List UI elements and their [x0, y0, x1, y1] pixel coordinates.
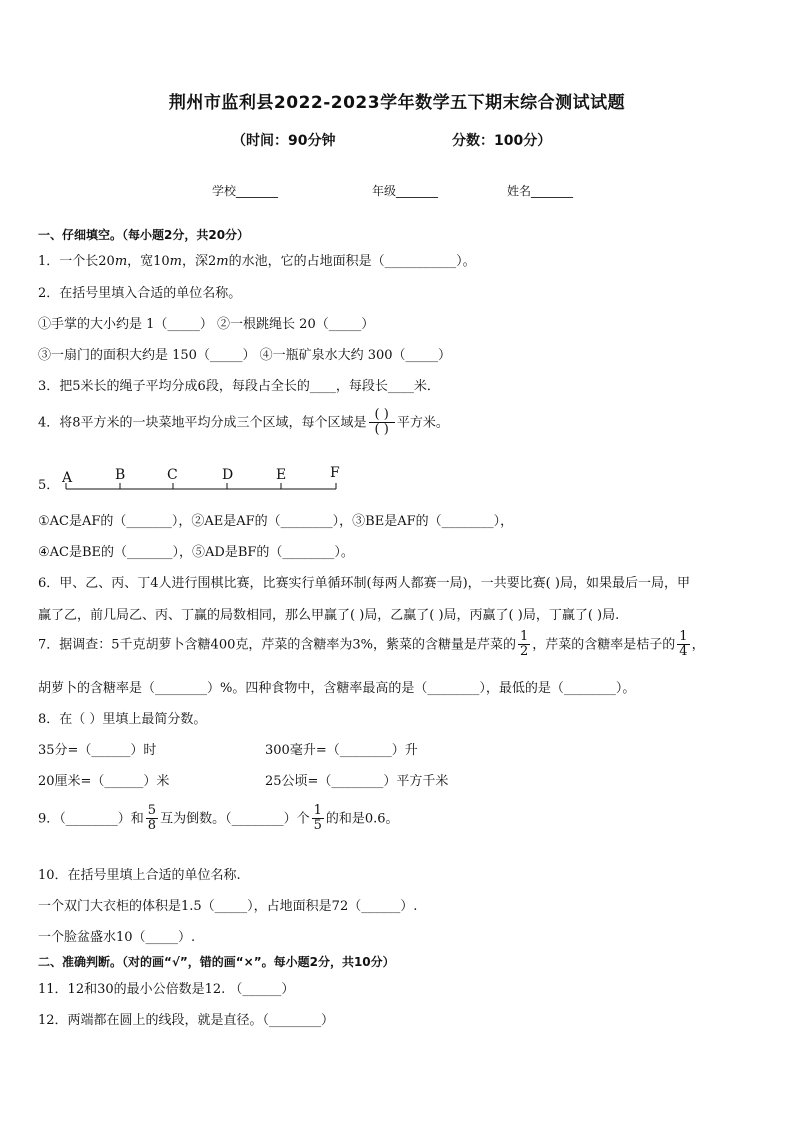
point-e-label: E: [276, 467, 287, 483]
fraction-numerator: 1: [313, 803, 322, 818]
question-4-text: 4．将8平方米的一块菜地平均分成三个区域，每个区域是: [38, 415, 367, 431]
fraction-one-half: [518, 630, 530, 660]
question-5-part-b: ④AC是BE的（_______），⑤AD是BF的（________）。: [38, 545, 354, 560]
question-7-text-end: ，: [691, 637, 705, 653]
section-1-heading: 一、仔细填空。（每小题2分，共20分）: [38, 228, 250, 242]
question-9-text: 9．（________）和: [38, 811, 144, 827]
fraction-one-quarter: [677, 630, 689, 660]
name-field: 姓名_______: [507, 184, 574, 198]
segment-diagram: [60, 462, 350, 494]
question-8-item-4: 25公顷=（________）平方千米: [265, 774, 449, 789]
question-10-line-b: 一个脸盆盛水10（_____）.: [38, 930, 196, 945]
fraction-denominator: 5: [313, 818, 322, 834]
fraction-numerator: 5: [147, 803, 157, 818]
question-5-part-a: ①AC是AF的（_______），②AE是AF的（________），③BE是AF的（________），: [38, 514, 514, 529]
question-9-text-mid: 互为倒数。（________）个: [160, 811, 310, 827]
question-8: 8．在（ ）里填上最简分数。: [38, 712, 207, 727]
fraction-one-fifth: [312, 804, 324, 834]
question-4: [38, 408, 449, 438]
question-9-text-end: 的和是0.6。: [325, 811, 399, 827]
school-field: 学校_______: [212, 184, 279, 198]
grade-field: 年级_______: [372, 184, 439, 198]
point-f-label: F: [330, 465, 340, 481]
question-8-item-2: 300毫升=（________）升: [265, 743, 418, 758]
question-8-item-3: 20厘米=（______）米: [38, 774, 170, 789]
question-5-number: 5．: [38, 478, 60, 493]
exam-time: （时间：90分钟: [232, 133, 336, 149]
point-c-label: C: [167, 467, 178, 483]
fraction-denominator: 2: [519, 644, 529, 660]
fraction-numerator: ( ): [369, 408, 395, 423]
fraction-denominator: 8: [147, 818, 157, 834]
point-d-label: D: [222, 467, 234, 483]
fraction-numerator: 1: [679, 629, 688, 644]
point-b-label: B: [115, 467, 126, 483]
question-9: [38, 804, 399, 834]
question-8-item-1: 35分=（______）时: [38, 743, 157, 758]
section-2-heading: 二、准确判断。（对的画“√”，错的画“×”。每小题2分，共10分）: [38, 955, 395, 969]
question-7-line-2: 胡萝卜的含糖率是（________）%。四种食物中，含糖率最高的是（________），最低的是（________）。: [38, 681, 636, 696]
question-10-line-a: 一个双门大衣柜的体积是1.5（_____），占地面积是72（______）.: [38, 899, 418, 914]
segment-line-svg: [60, 462, 350, 494]
question-6-line-2: 赢了乙，前几局乙、丙、丁赢的局数相同，那么甲赢了( )局，乙赢了( )局，丙赢了( )局，丁赢了( )局.: [38, 608, 620, 623]
question-7-text-mid: ，芹菜的含糖率是桔子的: [532, 637, 676, 653]
question-7-text: 7．据调查：5千克胡萝卜含糖400克，芹菜的含糖率为3%，紫菜的含糖量是芹菜的: [38, 637, 516, 653]
fraction-five-eighths: [146, 804, 158, 834]
question-1: 1．一个长20𝑚，宽10𝑚，深2𝑚的水池，它的占地面积是（___________）。: [38, 254, 476, 269]
exam-score: 分数：100分）: [452, 133, 552, 149]
question-4-fraction: [369, 408, 395, 438]
point-a-label: A: [62, 470, 73, 486]
question-11: 11．12和30的最小公倍数是12. （______）: [38, 982, 295, 997]
question-12: 12．两端都在圆上的线段，就是直径。（________）: [38, 1013, 335, 1028]
question-2-part-a: ①手掌的大小约是 1（_____） ②一根跳绳长 20（_____）: [38, 317, 375, 332]
fraction-denominator: ( ): [374, 422, 389, 438]
question-10: 10．在括号里填上合适的单位名称.: [38, 868, 241, 883]
fraction-numerator: 1: [519, 629, 529, 644]
question-6-line-1: 6．甲、乙、丙、丁4人进行围棋比赛，比赛实行单循环制(每两人都赛一局)，一共要比赛( )局，如果最后一局，甲: [38, 576, 690, 591]
page-title: 荆州市监利县2022-2023学年数学五下期末综合测试试题: [168, 93, 626, 113]
question-4-unit: 平方米。: [396, 415, 449, 431]
question-2: 2．在括号里填入合适的单位名称。: [38, 286, 242, 301]
question-2-part-b: ③一扇门的面积大约是 150（_____） ④一瓶矿泉水大约 300（_____）: [38, 348, 452, 363]
question-7-line-1: [38, 630, 705, 660]
fraction-denominator: 4: [679, 644, 688, 660]
question-3: 3．把5米长的绳子平均分成6段，每段占全长的____，每段长____米．: [38, 379, 440, 394]
